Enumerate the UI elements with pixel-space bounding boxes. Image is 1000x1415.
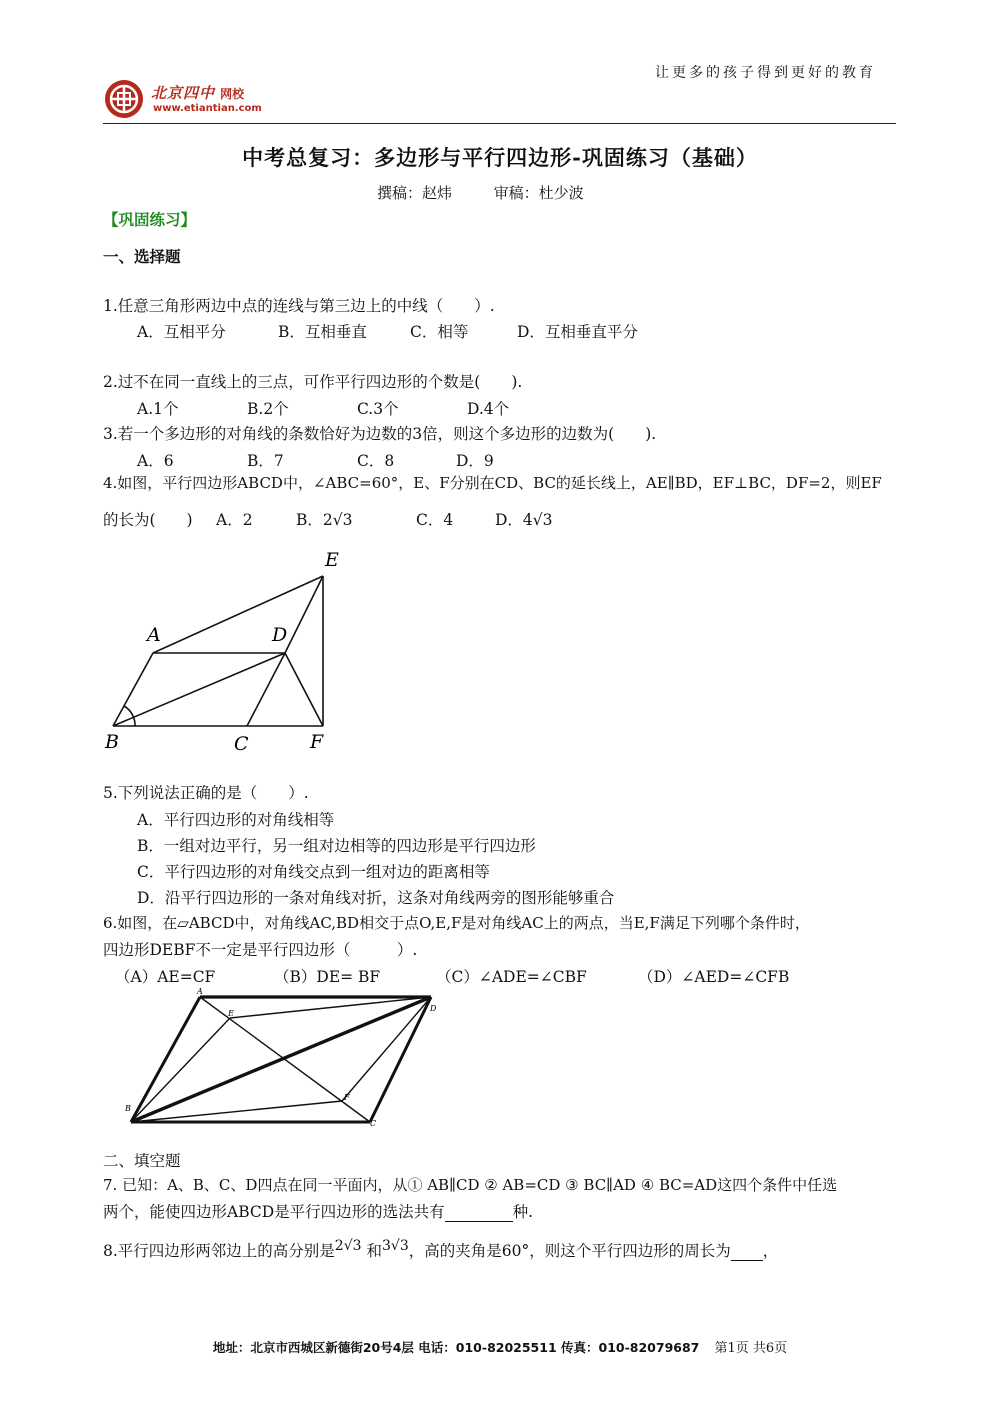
question-6-option-d: （D）∠AED=∠CFB: [638, 968, 790, 986]
question-5-option-b: B．一组对边平行，另一组对边相等的四边形是平行四边形: [137, 837, 536, 855]
question-2-stem: 2.过不在同一直线上的三点，可作平行四边形的个数是( ).: [103, 373, 523, 391]
question-8-answer-blank[interactable]: [731, 1242, 763, 1261]
segment-DE: [285, 576, 323, 653]
section-heading-choice: 一、选择题: [103, 247, 181, 266]
fig1-label-B: B: [105, 731, 119, 753]
question-4-option-c: C．4: [416, 511, 454, 529]
segment-BF: [131, 1101, 342, 1122]
page-footer: [0, 1337, 1000, 1356]
footer-address: 地址：北京市西城区新德街20号4层 电话：010-82025511 传真：010-82079687: [212, 1340, 700, 1355]
question-3-option-c: C．8: [357, 452, 395, 470]
fig2-label-D: D: [430, 1004, 437, 1013]
question-1-option-a: A．互相平分: [137, 323, 226, 341]
question-8-line: [103, 1238, 778, 1261]
question-6-option-c: （C）∠ADE=∠CBF: [436, 968, 587, 986]
question-5-option-d: D．沿平行四边形的一条对角线对折，这条对角线两旁的图形能够重合: [137, 889, 615, 907]
figure-parallelogram-debf: [120, 985, 450, 1130]
segment-ED: [230, 997, 431, 1018]
fig2-label-B: B: [125, 1104, 131, 1113]
diagonal-BD: [131, 997, 431, 1122]
page-title: 中考总复习：多边形与平行四边形-巩固练习（基础）: [242, 145, 758, 170]
section-heading-fill: 二、填空题: [103, 1152, 181, 1170]
fig1-label-C: C: [234, 733, 249, 755]
fig2-label-F: F: [344, 1093, 350, 1102]
question-7-text-a: 两个，能使四边形ABCD是平行四边形的选法共有: [103, 1203, 445, 1221]
question-3-option-d: D．9: [456, 452, 494, 470]
question-7-answer-blank[interactable]: [445, 1203, 513, 1222]
question-5-stem: 5.下列说法正确的是（ ）.: [103, 784, 309, 802]
segment-BD: [113, 653, 285, 726]
angle-arc-B: [124, 706, 135, 726]
question-4-option-d: D．4√3: [495, 511, 553, 529]
logo-emblem-icon: [103, 78, 145, 120]
fig1-label-F: F: [310, 731, 324, 753]
side-DC: [370, 997, 431, 1122]
segment-DC: [247, 653, 285, 726]
fig1-label-A: A: [147, 624, 161, 646]
logo-suffix: 网校: [220, 87, 245, 101]
question-4-option-a: A．2: [216, 511, 253, 529]
question-3-stem: 3.若一个多边形的对角线的条数恰好为边数的3倍，则这个多边形的边数为( ).: [103, 425, 657, 443]
figure-parallelogram-abcd-ef: [95, 540, 365, 760]
logo-name: 北京四中: [151, 84, 216, 102]
header-slogan: 让更多的孩子得到更好的教育: [655, 65, 876, 81]
question-6-stem-2: 四边形DEBF不一定是平行四边形（ ）.: [103, 941, 418, 959]
fig2-label-C: C: [370, 1119, 377, 1128]
question-8-height-1: 2√3: [334, 1238, 362, 1254]
fig1-label-E: E: [325, 549, 339, 571]
question-2-option-d: D.4个: [467, 400, 510, 418]
question-8-text-a: 8.平行四边形两邻边上的高分别是: [103, 1242, 335, 1261]
question-2-option-c: C.3个: [357, 400, 399, 418]
segment-DF: [285, 653, 323, 726]
question-7-line-1: 7. 已知：A、B、C、D四点在同一平面内，从① AB∥CD ② AB=CD ③ BC∥AD ④ BC=AD这四个条件中任选: [103, 1176, 838, 1194]
question-6-stem: 6.如图，在▱ABCD中，对角线AC,BD相交于点O,E,F是对角线AC上的两点，当E,F满足下列哪个条件时，: [103, 914, 810, 932]
fig2-label-E: E: [228, 1009, 234, 1018]
question-7-text-b: 种.: [512, 1203, 534, 1221]
question-4-stem: 4.如图，平行四边形ABCD中，∠ABC=60°，E、F分别在CD、BC的延长线上，AE∥BD，EF⊥BC，DF=2，则EF: [103, 474, 882, 492]
question-8-text-mid: 和: [366, 1242, 382, 1261]
question-1-option-b: B．互相垂直: [278, 323, 367, 341]
school-logo: [103, 78, 303, 120]
question-5-option-a: A．平行四边形的对角线相等: [137, 811, 335, 829]
footer-page-number: 第1页 共6页: [714, 1341, 788, 1356]
fig2-label-A: A: [197, 987, 203, 996]
question-3-option-b: B．7: [247, 452, 284, 470]
section-tag: 【巩固练习】: [103, 210, 197, 229]
segment-AE: [153, 576, 323, 653]
authors-line: [377, 182, 584, 203]
reviewer: 审稿：杜少波: [493, 184, 584, 202]
question-1-option-d: D．互相垂直平分: [517, 323, 638, 341]
question-8-text-end: ，: [762, 1242, 779, 1261]
diagonal-AC: [200, 997, 370, 1122]
question-2-option-b: B.2个: [247, 400, 289, 418]
question-8-text-b: ，高的夹角是60°，则这个平行四边形的周长为: [408, 1242, 731, 1261]
question-5-option-c: C．平行四边形的对角线交点到一组对边的距离相等: [137, 863, 490, 881]
question-4-tail: 的长为( ): [103, 511, 193, 529]
question-1-option-c: C．相等: [410, 323, 469, 341]
fig1-label-D: D: [272, 624, 288, 646]
writer: 撰稿：赵炜: [377, 184, 453, 202]
question-2-option-a: A.1个: [137, 400, 179, 418]
question-7-line-2: [103, 1200, 533, 1222]
question-3-option-a: A．6: [137, 452, 174, 470]
question-4-option-b: B．2√3: [296, 511, 353, 529]
question-8-height-2: 3√3: [382, 1238, 409, 1254]
question-1-stem: 1.任意三角形两边中点的连线与第三边上的中线（ ）.: [103, 297, 495, 315]
header-rule: [103, 123, 896, 124]
question-6-option-b: （B）DE= BF: [274, 968, 381, 986]
question-6-option-a: （A）AE=CF: [115, 968, 216, 986]
logo-url: www.etiantian.com: [153, 103, 262, 114]
